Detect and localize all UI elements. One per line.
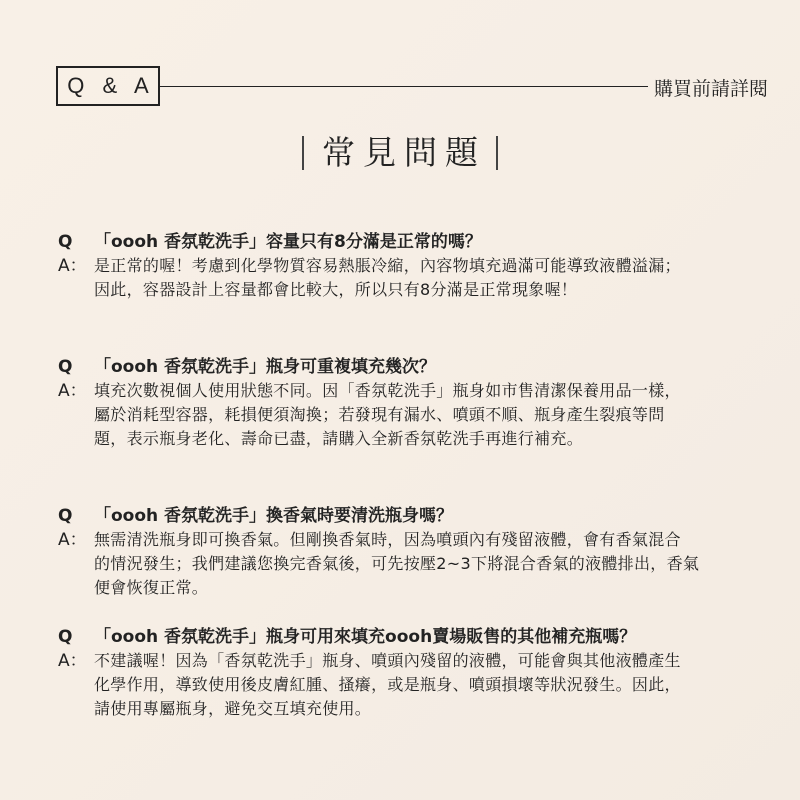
title-block	[0, 128, 800, 178]
qa-header	[56, 66, 769, 110]
question-row	[58, 230, 778, 254]
answer-row	[58, 254, 778, 302]
answer-line: 不建議喔！因為「香氛乾洗手」瓶身、噴頭內殘留的液體，可能會與其他液體產生	[94, 651, 681, 670]
question-mark: Q	[58, 232, 73, 252]
answer-text	[94, 649, 758, 721]
question-mark: Q	[58, 627, 73, 647]
answer-mark: A：	[58, 381, 87, 401]
answer-text	[94, 379, 758, 451]
answer-row	[58, 379, 778, 451]
title-left-bar	[302, 136, 304, 170]
answer-line: 請使用專屬瓶身，避免交互填充使用。	[94, 699, 372, 718]
answer-line: 填充次數視個人使用狀態不同。因「香氛乾洗手」瓶身如市售清潔保養用品一樣，	[94, 381, 681, 400]
answer-mark: A：	[58, 651, 87, 671]
question-row	[58, 355, 778, 379]
qa-item	[58, 355, 778, 451]
question-mark: Q	[58, 357, 73, 377]
page-title: 常見問題	[322, 133, 486, 172]
question-text: 「oooh 香氛乾洗手」瓶身可重複填充幾次？	[94, 357, 437, 377]
answer-line: 化學作用，導致使用後皮膚紅腫、搔癢，或是瓶身、噴頭損壞等狀況發生。因此，	[94, 675, 681, 694]
answer-line: 是正常的喔！考慮到化學物質容易熱脹冷縮，內容物填充過滿可能導致液體溢漏；	[94, 256, 681, 275]
answer-line: 便會恢復正常。	[94, 578, 209, 597]
answer-line: 無需清洗瓶身即可換香氣。但剛換香氣時，因為噴頭內有殘留液體，會有香氣混合	[94, 530, 681, 549]
question-row	[58, 504, 778, 528]
header-note: 購買前請詳閱	[654, 78, 769, 100]
qa-badge: Q & A	[56, 66, 160, 106]
answer-line: 題，表示瓶身老化、壽命已盡，請購入全新香氛乾洗手再進行補充。	[94, 429, 584, 448]
question-text: 「oooh 香氛乾洗手」換香氣時要清洗瓶身嗎？	[94, 506, 454, 526]
answer-mark: A：	[58, 256, 87, 276]
answer-text	[94, 254, 758, 302]
question-row	[58, 625, 778, 649]
question-mark: Q	[58, 506, 73, 526]
qa-item	[58, 625, 778, 721]
question-text: 「oooh 香氛乾洗手」容量只有8分滿是正常的嗎？	[94, 232, 482, 252]
answer-row	[58, 649, 778, 721]
answer-row	[58, 528, 778, 600]
answer-mark: A：	[58, 530, 87, 550]
qa-item	[58, 504, 778, 600]
answer-line: 屬於消耗型容器，耗損便須淘換；若發現有漏水、噴頭不順、瓶身產生裂痕等問	[94, 405, 665, 424]
answer-text	[94, 528, 758, 600]
header-divider	[160, 86, 648, 87]
answer-line: 的情況發生；我們建議您換完香氣後，可先按壓2~3下將混合香氣的液體排出，香氣	[94, 554, 700, 573]
qa-item	[58, 230, 778, 302]
answer-line: 因此，容器設計上容量都會比較大，所以只有8分滿是正常現象喔！	[94, 280, 578, 299]
title-right-bar	[496, 136, 498, 170]
question-text: 「oooh 香氛乾洗手」瓶身可用來填充oooh賣場販售的其他補充瓶嗎？	[94, 627, 637, 647]
